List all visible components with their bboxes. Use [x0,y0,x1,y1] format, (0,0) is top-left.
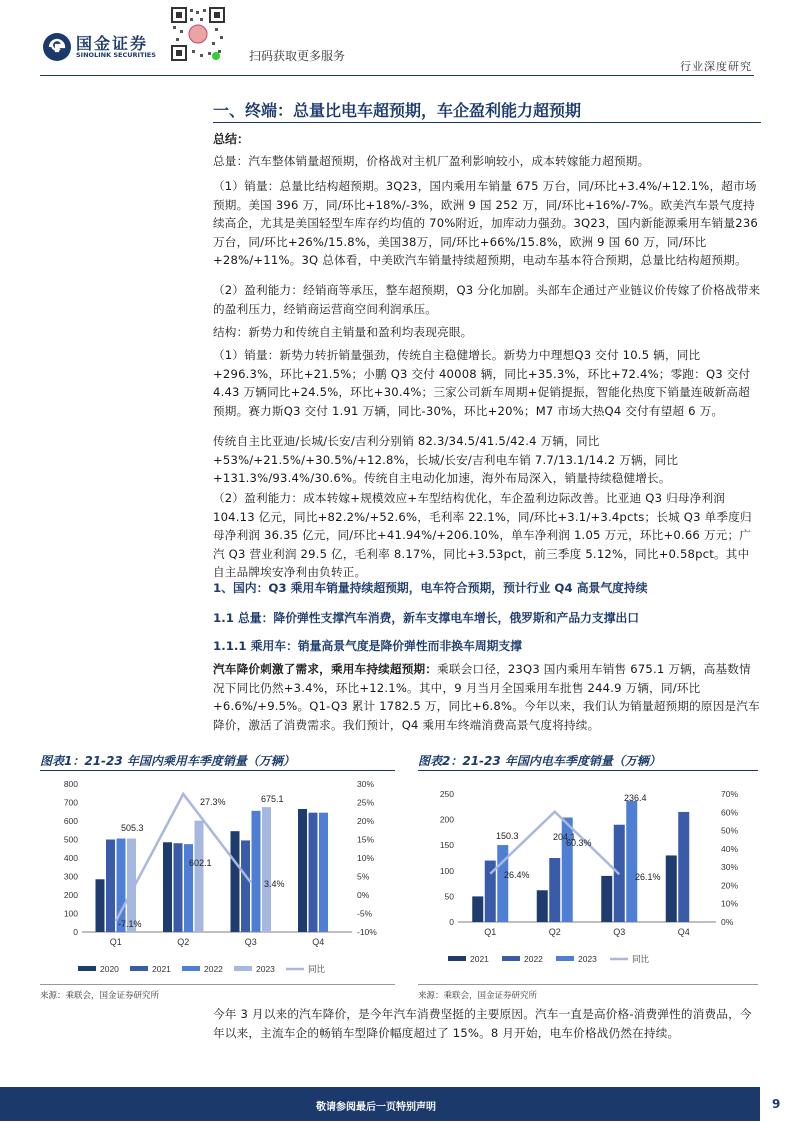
y-right-tick-label: 25% [357,797,375,808]
y-right-tick-label: 20% [357,816,375,826]
heading-1-1: 1.1 总量：降价弹性支撑汽车消费，新车支撑电车增长，俄罗斯和产品力支撑出口 [213,611,640,625]
paragraph-price-cut-reason: 今年 3 月以来的汽车降价，是今年汽车消费坚挺的主要原因。汽车一直是高价格-消费弹性的消费品，今年以来，主流车企的畅销车型降价幅度超过了 15%。8 月开始，电车价格战仍然在持续。 [213,1007,752,1040]
chart2-source: 来源：乘联会，国金证券研究所 [418,991,538,1001]
legend-swatch-2023 [556,956,574,961]
y-right-tick-label: 40% [721,843,739,854]
bar-2021-Q3 [241,840,250,932]
bar-2021-Q2 [174,843,183,932]
y-right-tick-label: 15% [357,834,375,845]
page-number: 9 [772,1097,781,1111]
y-right-tick-label: 50% [721,825,739,836]
bar-2020-Q2 [163,842,172,932]
paragraph-profit: （2）盈利能力：经销商等承压，整车超预期，Q3 分化加剧。头部车企通过产业链议价传嫁了价格战带来的盈利压力，经销商运营商空间利润承压。 [213,283,761,316]
data-label: 27.3% [200,797,226,807]
x-tick-label: Q2 [548,927,561,937]
y-left-tick-label: 250 [439,789,454,799]
bar-2020-Q4 [298,809,307,932]
data-label: 236.4 [624,793,647,803]
y-right-tick-label: 30% [357,779,375,789]
y-right-tick-label: 20% [721,880,739,891]
bar-2022-Q3 [252,811,261,932]
y-left-tick-label: 0 [449,917,454,927]
qr-caption: 扫码获取更多服务 [249,49,346,63]
heading-1: 1、国内：Q3 乘用车销量持续超预期，电车符合预期，预计行业 Q4 高景气度持续 [213,581,648,595]
brand-name-cn: 国金证券 [76,34,149,53]
bar-2021-Q4 [309,813,318,932]
bar-2021-Q4 [666,855,677,922]
bar-2023-Q2 [195,821,204,932]
bar-2020-Q1 [96,879,105,932]
chart2-bottom-rule [418,984,758,985]
brand-name-en: SINOLINK SECURITIES [76,51,156,59]
y-left-tick-label: 100 [439,865,454,876]
legend-swatch-2021 [448,956,466,961]
data-label: 204.1 [553,832,576,842]
x-tick-label: Q3 [613,927,626,937]
y-left-tick-label: 150 [439,840,454,851]
y-right-tick-label: 0% [721,917,734,927]
legend-swatch-2023 [234,966,252,971]
footer-disclaimer: 敬请参阅最后一页特别声明 [316,1102,436,1113]
y-right-tick-label: 70% [721,789,739,799]
legend-swatch-2022 [182,966,200,971]
x-tick-label: Q4 [677,927,690,937]
legend-label: 2021 [152,964,171,974]
bar-2023-Q3 [626,801,637,922]
x-tick-label: Q1 [109,937,122,947]
legend-label: 同比 [632,954,650,964]
y-right-tick-label: -10% [357,927,377,937]
y-left-tick-label: 200 [439,814,454,825]
y-right-tick-label: 10% [721,898,739,909]
chart1-bottom-rule [40,984,395,985]
y-right-tick-label: 30% [721,862,739,873]
data-label: 602.1 [189,858,212,868]
y-left-tick-label: 500 [63,834,78,845]
paragraph-profitability: （2）盈利能力：成本转嫁+规模效应+车型结构优化，车企盈利边际改善。比亚迪 Q3 归母净利润 104.13 亿元，同比+82.2%/+52.6%，毛利率 22.1%，同/环比+3.1/+3.4pcts；长城 Q3 单季度归母净利润 36.35 亿元，同/环比+41.94%/+206.10%，单车净利润 1.05 万元，环比+0.66 万元；广汽 Q3 营业利润 29.5 亿，毛利率 8.17%，同比+3.53pct，前三季度 5.12%，同比+0.58pct。其中自主品牌埃安净利由负转正。 [213,491,752,579]
qr-code[interactable] [170,6,226,62]
summary-label: 总结： [213,132,250,146]
chart2-title-rule [418,770,758,771]
y-right-tick-label: -5% [357,908,373,919]
section-title: 一、终端：总量比电车超预期，车企盈利能力超预期 [213,101,582,120]
chart2-title: 图表2：21-23 年国内电车季度销量（万辆） [418,754,661,768]
legend-swatch-2021 [130,966,148,971]
paragraph-total: 总量：汽车整体销量超预期，价格战对主机厂盈利影响较小，成本转嫁能力超预期。 [213,154,650,168]
bar-2022-Q2 [549,858,560,922]
bar-2021-Q1 [106,840,115,933]
y-left-tick-label: 0 [73,927,78,937]
legend-label: 2022 [524,954,543,964]
data-label: 675.1 [261,794,284,804]
legend-swatch-2022 [502,956,520,961]
x-tick-label: Q4 [312,937,325,947]
x-tick-label: Q2 [177,937,190,947]
legend-label: 2021 [470,954,489,964]
x-tick-label: Q3 [244,937,257,947]
data-label: 150.3 [496,831,519,841]
data-label: 3.4% [264,879,285,889]
paragraph-traditional: 传统自主比亚迪/长城/长安/吉利分别销 82.3/34.5/41.5/42.4 万辆，同比+53%/+21.5%/+30.5%/+12.8%，长城/长安/吉利电车销 7.7/13.1/14.2 万辆，同比+131.3%/93.4%/30.6%。传统自主电动化加速，海外布局深入，销量持续稳健增长。 [213,434,679,485]
bar-2021-Q2 [537,890,548,922]
legend-label: 2023 [578,954,597,964]
paragraph-price-cut-lead: 汽车降价刺激了需求，乘用车持续超预期： [213,662,438,676]
header-divider [40,75,754,76]
paragraph-price-cut-text: 乘联会口径，23Q3 国内乘用车销售 675.1 万辆，高基数情况下同比仍然+3.4%，环比+12.1%。其中，9 月当月全国乘用车批售 244.9 万辆，同/环比+6.6%/+9.5%。Q1-Q3 累计 1782.5 万，同比+6.8%。今年以来，我们认为销量超预期的原因是汽车降价，激活了消费需求。我们预计，Q4 乘用车终端消费高景气度将持续。 [213,662,760,732]
report-type: 行业深度研究 [680,60,752,73]
paragraph-sales: （1）销量：总量比结构超预期。3Q23，国内乘用车销量 675 万台，同/环比+3.4%/+12.1%，超市场预期。美国 396 万，同/环比+18%/-3%，欧洲 9 国 252 万，同/环比+16%/-7%。欧美汽车景气度持续高企，尤其是美国轻型车库存约均值的 70%附近，加库动力强劲。3Q23，国内新能源乘用车销量236万台，同/环比+26%/15.8%，美国38万，同/环比+66%/15.8%，欧洲 9 国 60 万，同/环比+28%/+11%。3Q 总体看，中美欧汽车销量持续超预期，电动车基本符合预期，总量比结构超预期。 [213,179,758,267]
y-left-tick-label: 100 [63,908,78,919]
y-right-tick-label: 0% [357,890,370,900]
data-label: 26.4% [504,870,530,880]
data-label: 60.3% [566,838,592,848]
legend-label: 2020 [100,964,119,974]
y-left-tick-label: 700 [63,797,78,808]
bar-2020-Q3 [231,831,240,932]
y-left-tick-label: 600 [63,816,78,826]
legend-label: 同比 [308,964,326,974]
y-left-tick-label: 800 [63,779,78,789]
legend-label: 2022 [204,964,223,974]
y-left-tick-label: 400 [63,853,78,863]
y-right-tick-label: 5% [357,871,370,882]
legend-label: 2023 [256,964,275,974]
bar-2022-Q4 [678,812,689,922]
bar-2021-Q1 [472,896,483,922]
y-left-tick-label: 50 [444,891,454,902]
data-label: 505.3 [121,823,144,833]
chart1-title-rule [40,770,395,771]
section-title-underline [213,122,761,123]
paragraph-price-cut [213,660,761,734]
chart1-source: 来源：乘联会，国金证券研究所 [40,991,160,1001]
chart1-passenger-car-sales [40,774,400,979]
bar-2022-Q4 [319,813,328,932]
heading-1-1-1: 1.1.1 乘用车：销量高景气度是降价弹性而非换车周期支撑 [213,639,523,653]
y-right-tick-label: 10% [357,853,375,863]
y-left-tick-label: 300 [63,871,78,882]
data-label: 26.1% [635,872,661,882]
legend-swatch-2020 [78,966,96,971]
bar-2021-Q3 [601,876,612,922]
brand-logo-icon [42,32,72,62]
y-left-tick-label: 200 [63,890,78,900]
x-tick-label: Q1 [484,927,497,937]
bar-2023-Q3 [262,807,271,932]
chart1-title: 图表1：21-23 年国内乘用车季度销量（万辆） [40,754,295,768]
chart2-ev-sales [418,774,763,979]
paragraph-structure: 结构：新势力和传统自主销量和盈利均表现亮眼。 [213,325,473,339]
y-right-tick-label: 60% [721,807,739,818]
data-label: -7.1% [118,919,142,929]
paragraph-new-forces: （1）销量：新势力转折销量强劲，传统自主稳健增长。新势力中理想Q3 交付 10.5 辆，同比+296.3%，环比+21.5%；小鹏 Q3 交付 40008 辆，同比+35.3%，环比+72.4%；零跑：Q3 交付 4.43 万辆同比+24.5%，环比+30.4%；三家公司新车周期+促销提振，智能化热度下销量连破新高超预期。赛力斯Q3 交付 1.91 万辆，同比-30%，环比+20%；M7 市场大热Q4 交付有望超 6 万。 [213,348,751,418]
